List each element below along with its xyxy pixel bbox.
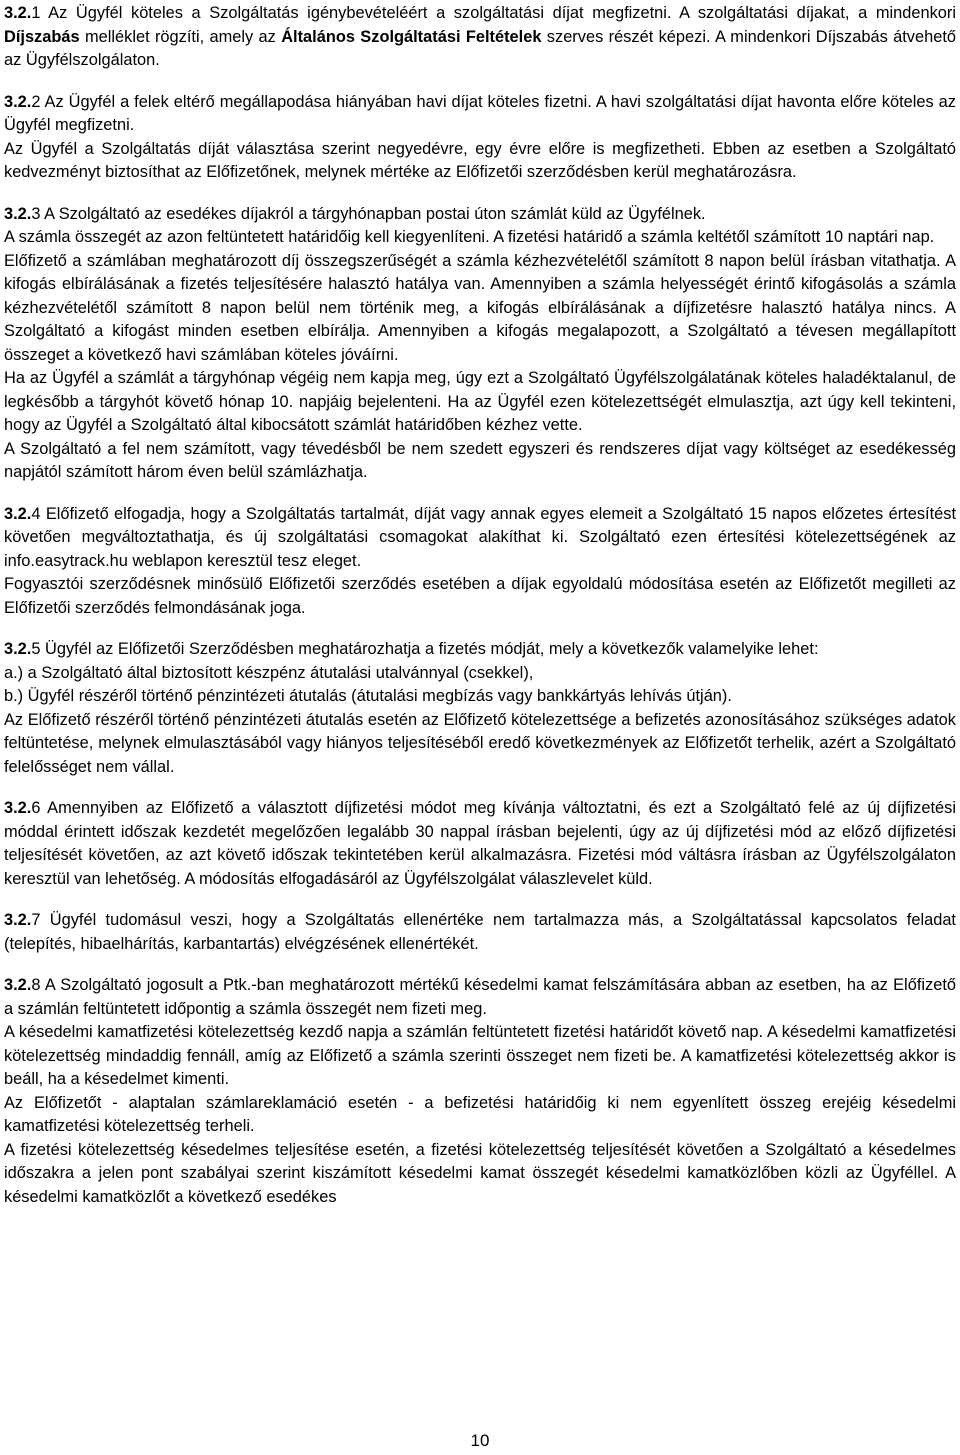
text-run: A Szolgáltató az esedékes díjakról a tárgyhónapban postai úton számlát küld az Ügyfélnek. — [40, 204, 706, 223]
section-number-prefix: 3.2. — [4, 92, 32, 111]
section-number — [4, 4, 40, 22]
section-3-2-1 — [4, 2, 956, 73]
section-number — [4, 976, 40, 994]
section-paragraph — [4, 250, 956, 368]
text-run: Amennyiben az Előfizető a választott díjfizetési módot meg kívánja változtatni, és ezt a Szolgáltató felé az új díjfizetési móddal érintett időszak kezdetét megelőzően legalább 30 nappal írásban bejelenti, úgy az új díjfizetési mód az előző díjfizetési teljesítését követően, az azt követő időszak tekintetében kerül alkalmazásra. Fizetési mód váltásra írásban az Ügyfélszolgálaton keresztül van lehetőség. A módosítás elfogadásáról az Ügyfélszolgálat válaszlevelet küld. — [4, 799, 956, 888]
section-number-suffix: 3 — [31, 204, 41, 223]
section-paragraph — [4, 226, 956, 250]
text-run: Az Ügyfél a felek eltérő megállapodása hiányában havi díjat köteles fizetni. A havi szolgáltatási díjat havonta előre köteles az Ügyfél megfizetni. — [4, 92, 956, 134]
section-number-suffix: 6 — [31, 799, 41, 817]
section-number-prefix: 3.2. — [4, 799, 32, 817]
text-run: b.) Ügyfél részéről történő pénzintézeti átutalás (átutalási megbízás vagy bankkártyás lehívás útján). — [4, 687, 732, 705]
section-number-prefix: 3.2. — [4, 4, 32, 22]
section-3-2-8 — [4, 974, 956, 1209]
text-run: Az Előfizető részéről történő pénzintézeti átutalás esetén az Előfizető kötelezettsége a befizetés azonosításához szükséges adatok feltüntetése, melynek elmulasztásából vagy hiányos teljesítéséből eredő következmények az Előfizetőt terhelik, azért a Szolgáltató felelősséget nem vállal. — [4, 710, 956, 776]
text-run: A számla összegét az azon feltüntetett határidőig kell kiegyenlíteni. A fizetési határidő a számla keltétől számított 10 naptári nap. — [4, 228, 935, 246]
text-run: Ügyfél tudomásul veszi, hogy a Szolgáltatás ellenértéke nem tartalmazza más, a Szolgáltatással kapcsolatos feladat (telepítés, hibaelhárítás, karbantartás) elvégzésének ellenértékét. — [4, 911, 956, 953]
section-number — [4, 911, 40, 929]
section-paragraph — [4, 1139, 956, 1210]
section-number — [4, 93, 40, 111]
section-number — [4, 799, 40, 817]
section-number-suffix: 8 — [31, 976, 41, 994]
section-number-prefix: 3.2. — [4, 504, 32, 523]
section-lead-paragraph — [4, 91, 956, 138]
section-paragraph — [4, 1092, 956, 1139]
section-paragraph — [4, 138, 956, 185]
section-number-prefix: 3.2. — [4, 976, 32, 994]
text-run: Fogyasztói szerződésnek minősülő Előfizetői szerződés esetében a díjak egyoldalú módosítása esetén az Előfizetőt megilleti az Előfizetői szerződés felmondásának joga. — [4, 575, 956, 617]
section-lead-paragraph — [4, 797, 956, 891]
section-lead-paragraph — [4, 2, 956, 73]
section-number-suffix: 1 — [31, 4, 41, 22]
section-3-2-5 — [4, 638, 956, 779]
section-number-prefix: 3.2. — [4, 640, 32, 658]
text-run: Az Előfizetőt - alaptalan számlareklamáció esetén - a befizetési határidőig ki nem egyenlített összeg erejéig késedelmi kamatfizetési kötelezettség terheli. — [4, 1093, 956, 1135]
section-lead-paragraph — [4, 638, 956, 662]
text-run: A késedelmi kamatfizetési kötelezettség kezdő napja a számlán feltüntetett fizetési határidőt követő nap. A késedelmi kamatfizetési kötelezettség mindaddig fennáll, amíg az Előfizető a számla szerinti összeget nem fizeti be. A kamatfizetési kötelezettség akkor is beáll, ha a késedelmet kimenti. — [4, 1023, 956, 1088]
text-run: Ha az Ügyfél a számlát a tárgyhónap végéig nem kapja meg, úgy ezt a Szolgáltató Ügyfélszolgálatának köteles haladéktalanul, de legkésőbb a tárgyhót követő hónap 10. napjáig bejelenteni. Ha az Ügyfél ezen kötelezettségét elmulasztja, azt úgy kell tekinteni, hogy az Ügyfél a Szolgáltató által kibocsátott számlát határidőben kézhez vette. — [4, 369, 956, 434]
text-run: A Szolgáltató a fel nem számított, vagy tévedésből be nem szedett egyszeri és rendszeres díjat vagy költséget az esedékesség napjától számított három éven belül számlázhatja. — [4, 439, 956, 481]
text-run: Az Ügyfél a Szolgáltatás díját választása szerint negyedévre, egy évre előre is megfizetheti. Ebben az esetben a Szolgáltató kedvezményt biztosíthat az Előfizetőnek, melynek mértéke az Előfizetői szerződésben kerül meghatározásra. — [4, 139, 956, 181]
section-paragraph — [4, 1021, 956, 1092]
page-number: 10 — [470, 1431, 490, 1450]
bold-term: Díjszabás — [4, 27, 80, 46]
text-run: Előfizető a számlában meghatározott díj összegszerűségét a számla kézhezvételétől számított 8 napon belül írásban vitathatja. A kifogás elbírálásának a fizetés teljesítésére halasztó hatálya van. Amennyiben a számla helyességét érintő kifogásolás a számla kézhezvételétől számított 8 napon belül nem történik meg, a kifogás elbírálásának a díjfizetésre halasztó hatálya nincs. A Szolgáltató a kifogást minden esetben elbírálja. Amennyiben a kifogás megalapozott, a Szolgáltató a tévesen megállapított összeget a következő havi számlában köteles jóváírni. — [4, 251, 956, 364]
bold-term: Általános Szolgáltatási Feltételek — [281, 27, 542, 46]
section-3-2-7 — [4, 909, 956, 956]
section-3-2-2 — [4, 91, 956, 185]
section-number-suffix: 5 — [31, 640, 41, 658]
text-run: a.) a Szolgáltató által biztosított készpénz átutalási utalvánnyal (csekkel), — [4, 663, 534, 682]
section-lead-paragraph — [4, 503, 956, 574]
text-run: A Szolgáltató jogosult a Ptk.-ban meghatározott mértékű késedelmi kamat felszámítására abban az esetben, ha az Előfizető a számlán feltüntetett időpontig a számla összegét nem fizeti meg. — [4, 976, 956, 1018]
section-number-suffix: 4 — [31, 504, 41, 523]
section-paragraph — [4, 438, 956, 485]
section-lead-paragraph — [4, 909, 956, 956]
section-paragraph — [4, 709, 956, 780]
section-number — [4, 505, 40, 523]
section-lead-paragraph — [4, 974, 956, 1021]
section-paragraph — [4, 685, 956, 709]
section-paragraph — [4, 367, 956, 438]
section-3-2-3 — [4, 203, 956, 485]
section-paragraph — [4, 662, 956, 686]
text-run: A fizetési kötelezettség késedelmes teljesítése esetén, a fizetési kötelezettség teljesítését követően a Szolgáltató a késedelmes időszakra a jelen pont szabályai szerint kiszámított késedelmi kamat összegét késedelmi kamatközlőben közli az Ügyféllel. A késedelmi kamatközlőt a következő esedékes — [4, 1140, 956, 1206]
section-3-2-6 — [4, 797, 956, 891]
section-paragraph — [4, 573, 956, 620]
section-number-suffix: 2 — [31, 92, 41, 111]
section-number-prefix: 3.2. — [4, 204, 32, 223]
text-run: melléklet rögzíti, amely az — [79, 27, 282, 46]
section-number — [4, 205, 40, 223]
section-number-prefix: 3.2. — [4, 911, 32, 929]
section-number-suffix: 7 — [31, 911, 41, 929]
text-run: Előfizető elfogadja, hogy a Szolgáltatás tartalmát, díját vagy annak egyes elemeit a Szolgáltató 15 napos előzetes értesítést követően megváltoztathatja, és új szolgáltatási csomagokat alakíthat ki. Szolgáltató ezen értesítési kötelezettségének az info.easytrack.hu weblapon keresztül tesz eleget. — [4, 504, 956, 570]
section-number — [4, 640, 40, 658]
text-run: Ügyfél az Előfizetői Szerződésben meghatározhatja a fizetés módját, mely a következők valamelyike lehet: — [40, 640, 819, 658]
section-3-2-4 — [4, 503, 956, 621]
section-lead-paragraph — [4, 203, 956, 227]
text-run: szerves részét képezi. A mindenkori Díjszabás átvehető az Ügyfélszolgálaton. — [4, 27, 956, 69]
text-run: Az Ügyfél köteles a Szolgáltatás igénybevételéért a szolgáltatási díjat megfizetni. A szolgáltatási díjakat, a mindenkori — [40, 4, 956, 22]
